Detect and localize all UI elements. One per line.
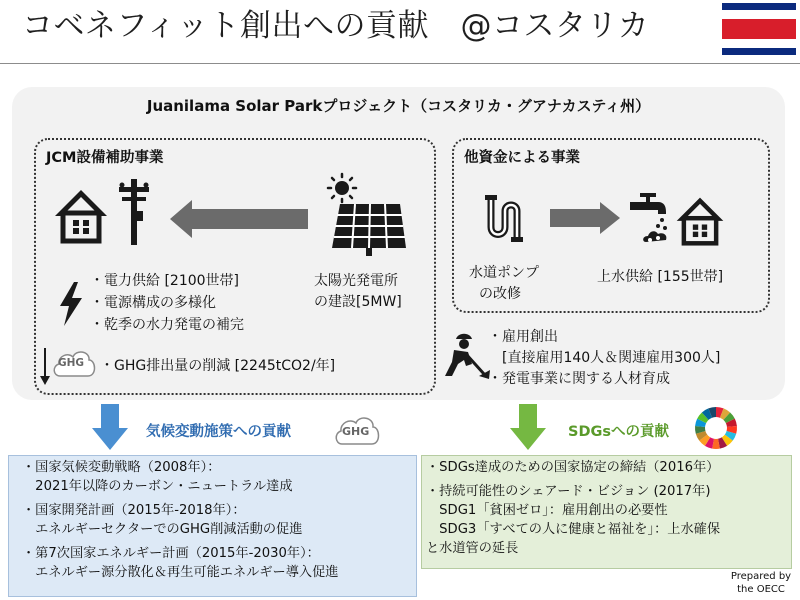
water-flow-arrow [550,202,620,234]
sdgs-policy-line: SDG3「すべての人に健康と福祉を」：上水確保 [426,522,721,537]
solar-caption-line2: の建設[5MW] [314,294,402,310]
water-pipe-icon [483,193,535,245]
climate-policy-line: エネルギーセクターでのGHG削減活動の促進 [22,522,303,537]
jcm-bullet-hydro: ・ 乾季の水力発電の補完 [90,315,244,335]
solar-panel-icon [318,172,408,258]
climate-policy-line: エネルギー源分散化＆再生可能エネルギー導入促進 [22,565,339,580]
project-title: Juanilama Solar Parkプロジェクト（コスタリカ・グアナカスティ州） [146,97,651,115]
costa-rica-flag [722,3,796,55]
climate-arrow [92,404,128,450]
credit-text [728,570,794,596]
sdgs-wheel-icon [694,406,738,450]
pump-caption-line1: 水道ポンプ [469,265,539,281]
jcm-bullet-diversify: ・ 電源構成の多様化 [90,293,216,313]
sdgs-policy-line: ・SDGs達成のための国家協定の締結（2016年） [426,460,720,475]
sdgs-contribution-label: SDGsへの貢献 [568,424,670,440]
other-funding-label: 他資金による事業 [464,150,580,166]
house-icon [53,186,109,244]
sdgs-arrow [510,404,546,450]
credit-line2: the OECC [737,584,785,595]
climate-contribution-label: 気候変動施策への貢献 [146,424,291,440]
employment-detail: [直接雇用140人＆関連雇用300人] [502,350,721,366]
water-supply-caption: 上水供給 [155世帯] [597,269,724,285]
page-title: コベネフィット創出への貢献 @コスタリカ [22,8,650,44]
pump-caption-line2: の改修 [479,286,521,302]
title-divider [0,63,800,64]
supply-arrow [170,200,308,238]
sdgs-policy-line: SDG1「貧困ゼロ」：雇用創出の必要性 [426,503,668,518]
climate-policy-line: ・国家気候変動戦略（2008年）： [22,460,221,475]
sdgs-policy-line: ・持続可能性のシェアード・ビジョン (2017年) [426,484,711,499]
credit-line1: Prepared by [730,571,792,582]
climate-policy-line: ・国家開発計画（2015年-2018年）： [22,503,246,518]
climate-policy-line: 2021年以降のカーボン・ニュートラル達成 [22,479,293,494]
sdgs-policy-line: と水道管の延長 [426,541,519,556]
jcm-section-label: JCM設備補助事業 [46,150,164,166]
jcm-bullet-power: ・ 電力供給 [2100世帯] [90,271,239,291]
climate-policy-line: ・第7次国家エネルギー計画（2015年-2030年）： [22,546,320,561]
house-icon-water [674,194,726,246]
worker-icon [442,330,494,380]
employment-training: ・ 発電事業に関する人材育成 [488,369,670,389]
ghg-badge-text: GHG [58,357,85,369]
lightning-icon [58,282,84,326]
employment-creation: ・ 雇用創出 [488,327,558,347]
climate-ghg-badge-text: GHG [342,425,370,438]
solar-caption-line1: 太陽光発電所 [314,273,398,289]
jcm-ghg-reduction: ・ GHG排出量の削減 [2245tCO2/年] [100,356,335,376]
power-pole-icon [117,177,151,247]
faucet-icon [628,190,672,248]
